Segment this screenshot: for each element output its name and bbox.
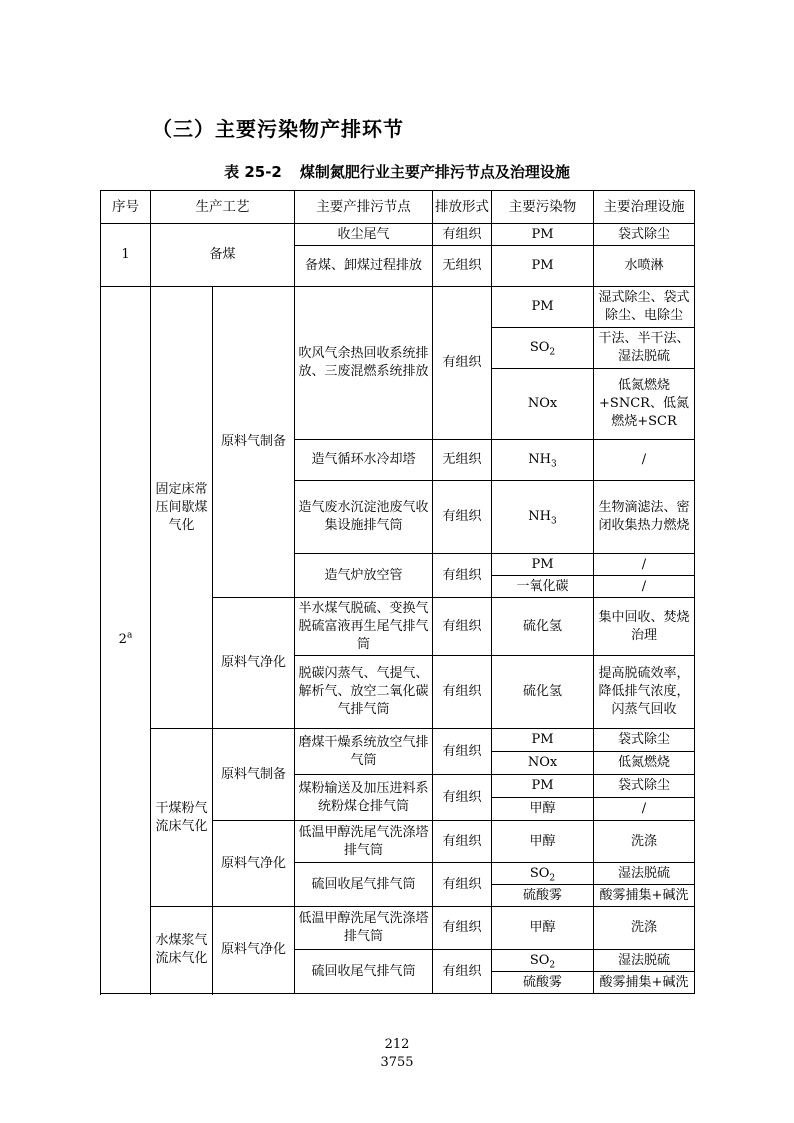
cell-form: 无组织 (433, 440, 492, 481)
cell-node: 备煤、卸煤过程排放 (295, 246, 433, 287)
section-heading: （三）主要污染物产排环节 (152, 117, 404, 141)
cell-treatment: / (594, 440, 695, 481)
cell-node: 煤粉输送及加压进料系统粉煤仓排气筒 (295, 775, 433, 821)
cell-subprocess: 原料气制备 (213, 729, 295, 821)
cell-treatment: 袋式除尘 (594, 224, 695, 246)
cell-form: 有组织 (433, 554, 492, 598)
pollutant-subscript: 3 (550, 516, 557, 527)
cell-node: 脱碳闪蒸气、气提气、解析气、放空二氧化碳气排气筒 (295, 656, 433, 729)
cell-node: 造气炉放空管 (295, 554, 433, 598)
cell-pollutant (492, 481, 594, 554)
cell-pollutant: PM (492, 554, 594, 576)
cell-treatment: / (594, 798, 695, 821)
cell-pollutant (492, 328, 594, 369)
cell-seq-note-mark: a (126, 630, 133, 641)
cell-pollutant: 硫酸雾 (492, 972, 594, 994)
table-title: 煤制氮肥行业主要产排污节点及治理设施 (299, 163, 570, 181)
cell-pollutant: PM (492, 729, 594, 752)
cell-pollutant: 一氧化碳 (492, 576, 594, 598)
cell-form: 有组织 (433, 481, 492, 554)
pollutant-formula: SO (529, 340, 550, 355)
pollutant-subscript: 2 (549, 347, 556, 358)
header-form: 排放形式 (433, 191, 492, 224)
cell-subprocess: 原料气制备 (213, 287, 295, 598)
cell-treatment: 提高脱硫效率，降低排气浓度，闪蒸气回收 (594, 656, 695, 729)
cell-pollutant: NOx (492, 752, 594, 775)
cell-treatment: 袋式除尘 (594, 775, 695, 798)
pollutant-formula: SO (529, 865, 550, 881)
cell-pollutant: 甲醇 (492, 798, 594, 821)
cell-pollutant: 硫酸雾 (492, 885, 594, 907)
cell-process: 干煤粉气流床气化 (151, 729, 213, 907)
cell-treatment: 洗涤 (594, 907, 695, 950)
table-header-row (101, 191, 695, 224)
cell-treatment: 集中回收、焚烧治理 (594, 598, 695, 656)
cell-node: 半水煤气脱硫、变换气脱硫富液再生尾气排气筒 (295, 598, 433, 656)
cell-treatment: 酸雾捕集+碱洗 (594, 885, 695, 907)
cell-treatment: 低氮燃烧+SNCR、低氮燃烧+SCR (594, 369, 695, 440)
header-process: 生产工艺 (151, 191, 295, 224)
cell-form: 有组织 (433, 287, 492, 440)
cell-treatment: 湿式除尘、袋式除尘、电除尘 (594, 287, 695, 328)
cell-node: 硫回收尾气排气筒 (295, 950, 433, 994)
cell-treatment: 低氮燃烧 (594, 752, 695, 775)
cell-form: 有组织 (433, 863, 492, 907)
table-row (101, 907, 695, 950)
cell-form: 无组织 (433, 246, 492, 287)
pollutant-subscript: 2 (549, 873, 556, 884)
cell-pollutant: PM (492, 224, 594, 246)
header-treatment: 主要治理设施 (594, 191, 695, 224)
header-pollutant: 主要污染物 (492, 191, 594, 224)
cell-node: 磨煤干燥系统放空气排气筒 (295, 729, 433, 775)
document-page-number: 3755 (380, 1055, 414, 1070)
pollutant-formula: SO (529, 952, 550, 968)
pollutant-subscript: 3 (550, 459, 557, 470)
table-row (101, 287, 695, 328)
pollutant-subscript: 2 (549, 960, 556, 971)
cell-node: 造气废水沉淀池废气收集设施排气筒 (295, 481, 433, 554)
pollutant-formula: NH (528, 452, 551, 467)
table-row (101, 224, 695, 246)
header-node: 主要产排污节点 (295, 191, 433, 224)
cell-process: 固定床常压间歇煤气化 (151, 287, 213, 729)
cell-process: 备煤 (151, 224, 295, 287)
cell-form: 有组织 (433, 821, 492, 863)
cell-subprocess: 原料气净化 (213, 821, 295, 907)
pollution-table (100, 190, 695, 994)
cell-pollutant: PM (492, 246, 594, 287)
cell-pollutant (492, 440, 594, 481)
cell-node: 吹风气余热回收系统排放、三废混燃系统排放 (295, 287, 433, 440)
header-seq: 序号 (101, 191, 151, 224)
cell-pollutant (492, 863, 594, 885)
cell-treatment: 干法、半干法、湿法脱硫 (594, 328, 695, 369)
cell-node: 硫回收尾气排气筒 (295, 863, 433, 907)
cell-treatment: 袋式除尘 (594, 729, 695, 752)
cell-treatment: 洗涤 (594, 821, 695, 863)
cell-treatment: 湿法脱硫 (594, 863, 695, 885)
cell-form: 有组织 (433, 656, 492, 729)
cell-form: 有组织 (433, 224, 492, 246)
cell-pollutant: PM (492, 775, 594, 798)
cell-treatment: 生物滴滤法、密闭收集热力燃烧 (594, 481, 695, 554)
cell-pollutant: 硫化氢 (492, 656, 594, 729)
cell-node: 低温甲醇洗尾气洗涤塔排气筒 (295, 821, 433, 863)
cell-treatment: 湿法脱硫 (594, 950, 695, 972)
cell-seq: 1 (101, 224, 151, 287)
cell-pollutant: 硫化氢 (492, 598, 594, 656)
cell-treatment: 酸雾捕集+碱洗 (594, 972, 695, 994)
cell-process: 水煤浆气流床气化 (151, 907, 213, 994)
cell-pollutant: 甲醇 (492, 821, 594, 863)
cell-node: 造气循环水冷却塔 (295, 440, 433, 481)
cell-subprocess: 原料气净化 (213, 598, 295, 729)
cell-seq (101, 287, 151, 994)
cell-pollutant: NOx (492, 369, 594, 440)
table-number: 表 25-2 (224, 163, 282, 181)
cell-treatment: 水喷淋 (594, 246, 695, 287)
cell-node: 收尘尾气 (295, 224, 433, 246)
cell-pollutant: PM (492, 287, 594, 328)
table-caption (0, 161, 794, 182)
cell-form: 有组织 (433, 598, 492, 656)
table-row (101, 729, 695, 752)
cell-treatment: / (594, 576, 695, 598)
cell-node: 低温甲醇洗尾气洗涤塔排气筒 (295, 907, 433, 950)
pollutant-formula: NH (528, 509, 551, 524)
page-number: 212 (384, 1037, 410, 1052)
cell-pollutant (492, 950, 594, 972)
cell-seq-number: 2 (118, 632, 127, 647)
cell-form: 有组织 (433, 950, 492, 994)
cell-pollutant: 甲醇 (492, 907, 594, 950)
cell-form: 有组织 (433, 775, 492, 821)
cell-subprocess: 原料气净化 (213, 907, 295, 994)
cell-form: 有组织 (433, 907, 492, 950)
cell-treatment: / (594, 554, 695, 576)
cell-form: 有组织 (433, 729, 492, 775)
